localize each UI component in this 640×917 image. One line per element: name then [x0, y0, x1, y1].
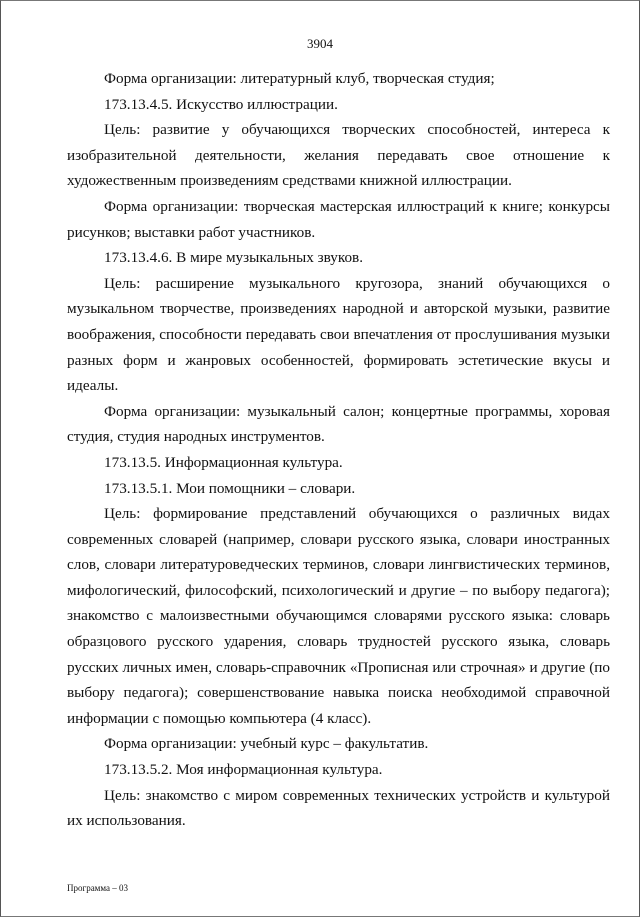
document-body — [67, 66, 610, 834]
paragraph-form-literary-club: Форма организации: литературный клуб, творческая студия; — [104, 70, 495, 87]
paragraph-dictionaries-form: Форма организации: учебный курс – факультатив. — [104, 735, 429, 753]
heading-music-world: 173.13.4.6. В мире музыкальных звуков. — [104, 249, 364, 267]
heading-information-culture: 173.13.5. Информационная культура. — [104, 453, 343, 471]
paragraph-illustration-goal: Цель: развитие у обучающихся творческих способностей, интереса к изобразительной деятельности, желания передавать свое отношение к художественным произведениям средствами книжной иллюстрации. — [67, 121, 610, 190]
paragraph-dictionaries-goal: Цель: формирование представлений обучающихся о различных видах современных словарей (например, словари русского языка, словари иностранных слов, словари литературоведческих терминов, словари лингвистических терминов, мифологический, философский, психологический и другие – по выбору педагога); знакомство с малоизвестными обучающимся словарями русского языка: словарь образцового русского ударения, словарь трудностей русского языка, словарь русских личных имен, словарь-справочник «Прописная или строчная» и другие (по выбору педагога); совершенствование навыка поиска необходимой справочной информации с помощью компьютера (4 класс). — [67, 505, 610, 727]
heading-illustration-art: 173.13.4.5. Искусство иллюстрации. — [104, 95, 338, 113]
footer-program-label: Программа – 03 — [67, 883, 129, 893]
page-number: 3904 — [307, 36, 333, 51]
heading-my-info-culture: 173.13.5.2. Моя информационная культура. — [104, 761, 383, 779]
paragraph-music-form: Форма организации: музыкальный салон; концертные программы, хоровая студия, студия народных инструментов. — [67, 402, 610, 446]
paragraph-info-culture-goal: Цель: знакомство с миром современных технических устройств и культурой их использования. — [67, 786, 610, 830]
paragraph-illustration-form: Форма организации: творческая мастерская иллюстраций к книге; конкурсы рисунков; выставки работ участников. — [67, 197, 610, 241]
paragraph-music-goal: Цель: расширение музыкального кругозора, знаний обучающихся о музыкальном творчестве, произведениях народной и авторской музыки, развитие воображения, способности передавать свои впечатления от прослушивания музыки разных форм и жанровых особенностей, формировать эстетические вкусы и идеалы. — [67, 274, 610, 395]
heading-dictionaries: 173.13.5.1. Мои помощники – словари. — [104, 479, 356, 497]
